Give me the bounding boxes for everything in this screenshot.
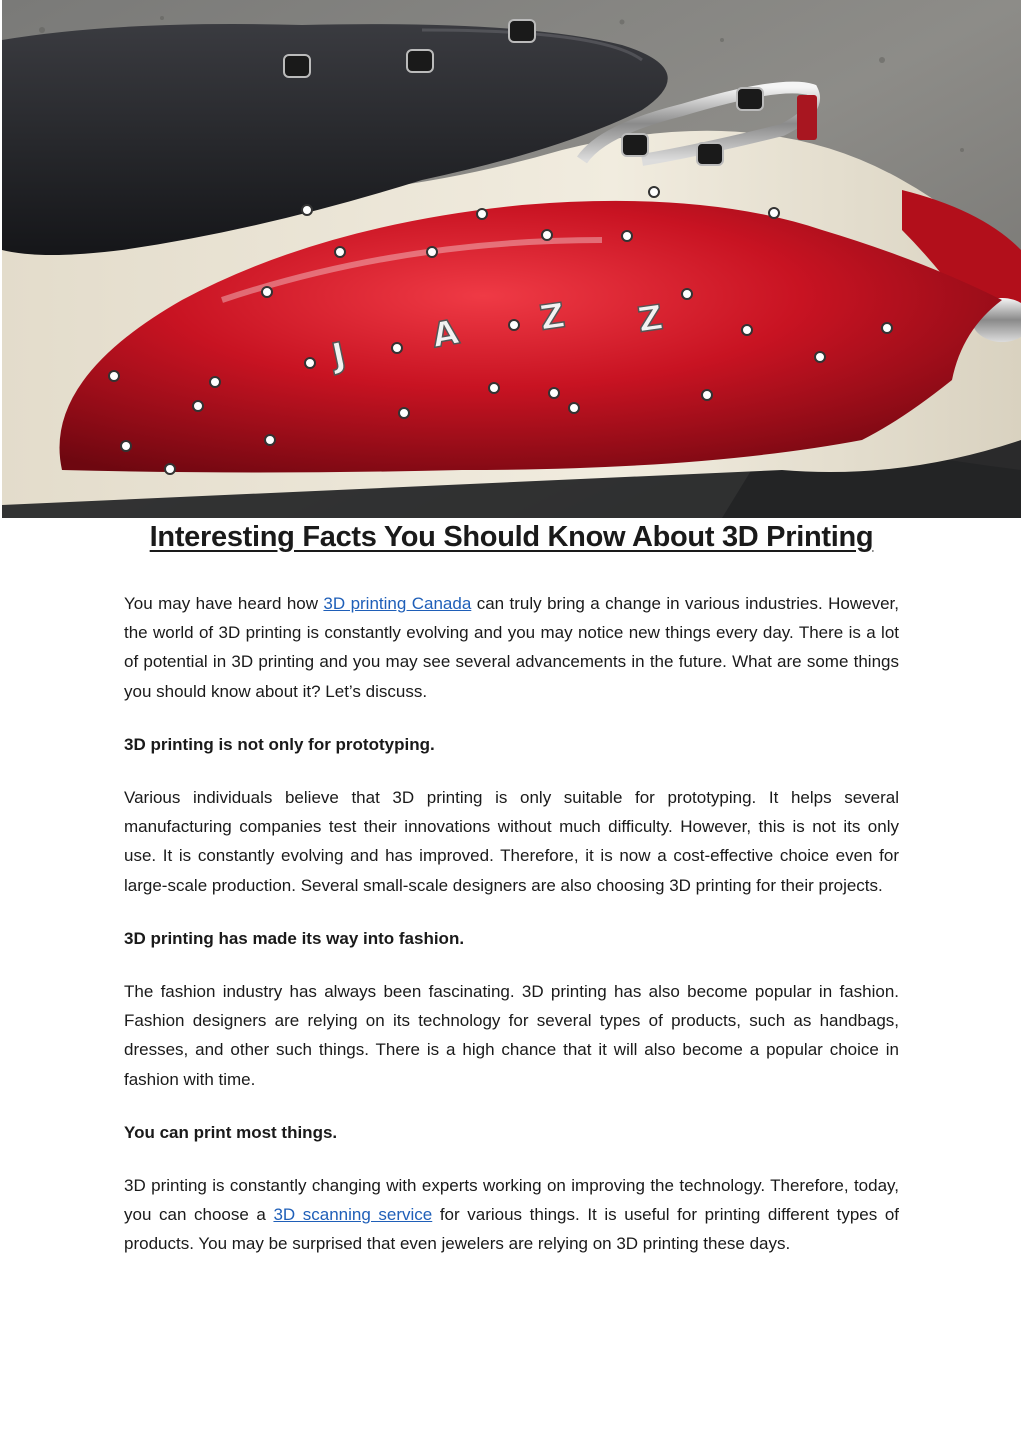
section-heading-print-most-things: You can print most things. bbox=[124, 1122, 338, 1142]
article-title: Interesting Facts You Should Know About 3D Printing bbox=[149, 521, 874, 553]
svg-text:J: J bbox=[328, 334, 350, 377]
svg-text:Z: Z bbox=[537, 295, 568, 339]
section-body-prototyping: Various individuals believe that 3D printing is only suitable for prototyping. It helps several manufacturing companies test their innovations without much difficulty. However, this is not its only use. It is constantly evolving and has improved. Therefore, it is now a cost-effective choice even for large-scale production. Several small-scale designers are also choosing 3D printing for their projects. bbox=[124, 788, 899, 895]
3d-scanning-service-link[interactable]: 3D scanning service bbox=[273, 1205, 433, 1225]
svg-text:A: A bbox=[429, 312, 462, 357]
section-heading-fashion: 3D printing has made its way into fashion. bbox=[124, 928, 465, 948]
hero-image bbox=[2, 0, 1021, 518]
svg-text:Z: Z bbox=[635, 297, 666, 341]
intro-paragraph: You may have heard how 3D printing Canada can truly bring a change in various industries. However, the world of 3D printing is constantly evolving and you may notice new things every day. There is a lot of potential in 3D printing and you may see several advancements in the future. What are some things you should know about it? Let’s discuss. bbox=[124, 594, 899, 701]
section-body-print-most-things: 3D printing is constantly changing with experts working on improving the technology. Therefore, today, you can choose a 3D scanning service for various things. It is useful for printing different types of products. You may be surprised that even jewelers are relying on 3D printing these days. bbox=[124, 1176, 900, 1254]
section-heading-prototyping: 3D printing is not only for prototyping. bbox=[124, 734, 435, 754]
section-body-fashion: The fashion industry has always been fascinating. 3D printing has also become popular in fashion. Fashion designers are relying on its technology for several types of products, such as handbags, dresses, and other such things. There is a high chance that it will also become a popular choice in fashion with time. bbox=[124, 982, 899, 1089]
3d-printing-canada-link[interactable]: 3D printing Canada bbox=[323, 594, 472, 613]
article-body bbox=[124, 589, 899, 1283]
